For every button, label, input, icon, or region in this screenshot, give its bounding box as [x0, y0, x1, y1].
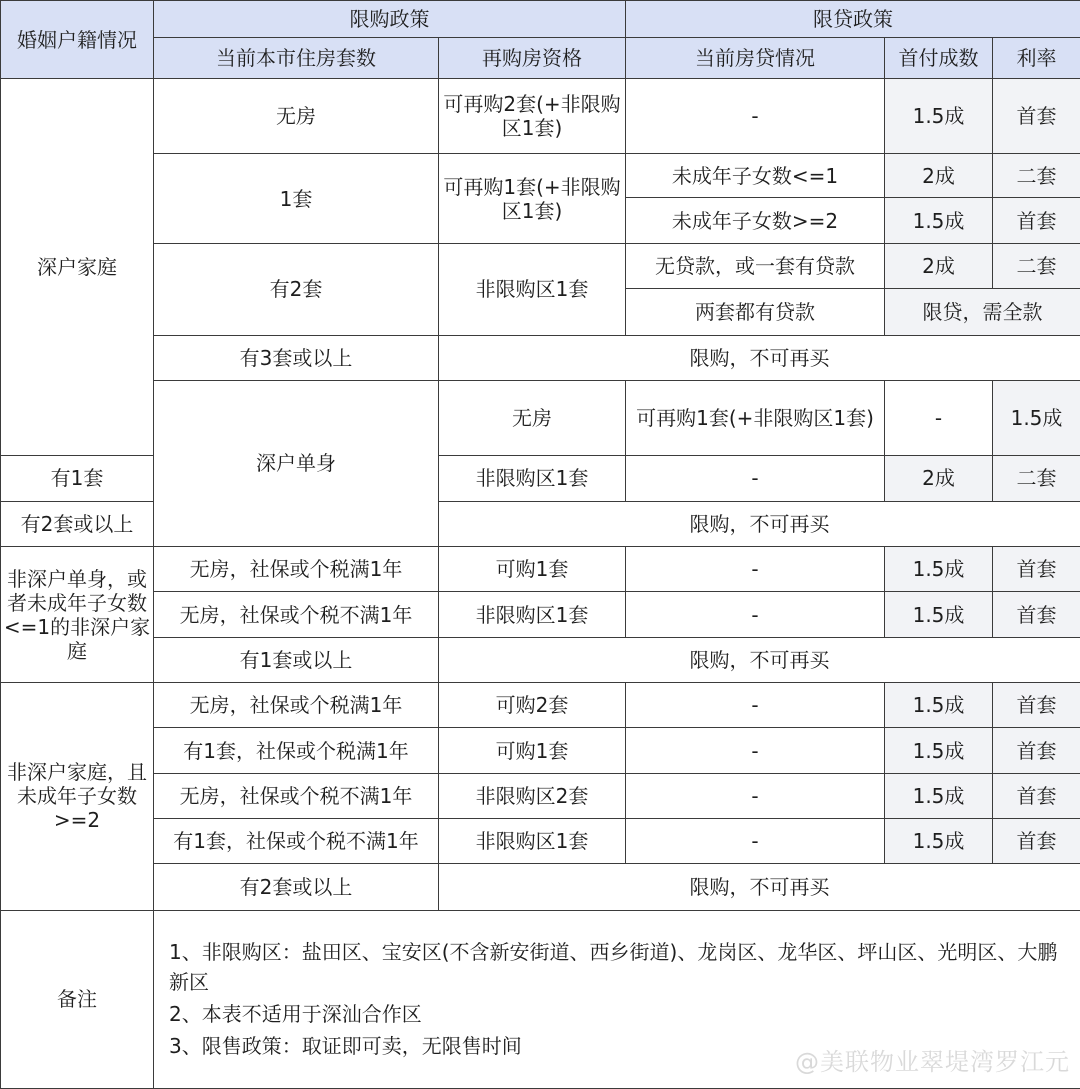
repurchase-qualification: 可再购2套(+非限购区1套)	[439, 79, 626, 154]
table-row	[1, 683, 1080, 728]
interest-rate: 首套	[993, 683, 1080, 728]
interest-rate: 首套	[993, 198, 1080, 244]
table-row	[1, 244, 1080, 289]
interest-rate: 首套	[993, 546, 1080, 591]
header-marital-status: 婚姻户籍情况	[1, 1, 154, 79]
housing-count: 有3套或以上	[154, 335, 439, 380]
down-payment: 1.5成	[885, 198, 993, 244]
down-payment: 2成	[885, 244, 993, 289]
loan-status: -	[626, 683, 885, 728]
loan-status: -	[626, 728, 885, 774]
interest-rate: 首套	[993, 79, 1080, 154]
group-sz-single: 深户单身	[154, 380, 439, 546]
down-payment: 1.5成	[885, 546, 993, 591]
table-row	[1, 774, 1080, 819]
purchase-restriction: 限购，不可再买	[439, 501, 1080, 546]
housing-count: 无房	[154, 79, 439, 154]
housing-count: 1套	[154, 154, 439, 244]
group-nonsz-single: 非深户单身，或者未成年子女数<=1的非深户家庭	[1, 546, 154, 682]
down-payment: 1.5成	[885, 683, 993, 728]
interest-rate: 二套	[993, 154, 1080, 198]
group-nonsz-family: 非深户家庭，且未成年子女数>=2	[1, 683, 154, 910]
repurchase-qualification: 可购1套	[439, 546, 626, 591]
table-row	[1, 546, 1080, 591]
header-down-payment: 首付成数	[885, 38, 993, 79]
table-row	[1, 864, 1080, 910]
repurchase-qualification: 非限购区1套	[439, 244, 626, 335]
loan-status: 无贷款，或一套有贷款	[626, 244, 885, 289]
down-payment: 1.5成	[885, 728, 993, 774]
interest-rate: 二套	[993, 244, 1080, 289]
loan-status: 未成年子女数>=2	[626, 198, 885, 244]
interest-rate: 首套	[993, 728, 1080, 774]
housing-count: 无房，社保或个税不满1年	[154, 774, 439, 819]
repurchase-qualification: 可再购1套(+非限购区1套)	[626, 380, 885, 455]
repurchase-qualification: 非限购区1套	[439, 819, 626, 864]
repurchase-qualification: 可再购1套(+非限购区1套)	[439, 154, 626, 244]
watermark: @美联物业翠堤湾罗江元	[795, 1048, 1070, 1076]
housing-count: 有2套或以上	[1, 501, 154, 546]
loan-status: -	[626, 592, 885, 638]
housing-count: 无房，社保或个税满1年	[154, 683, 439, 728]
loan-status: -	[626, 774, 885, 819]
table-row	[1, 638, 1080, 683]
down-payment: 1.5成	[885, 819, 993, 864]
note-item: 2、本表不适用于深汕合作区	[169, 1002, 422, 1027]
down-payment: 1.5成	[993, 380, 1080, 455]
header-rate: 利率	[993, 38, 1080, 79]
housing-count: 有1套或以上	[154, 638, 439, 683]
table-row	[1, 335, 1080, 380]
housing-count: 无房，社保或个税不满1年	[154, 592, 439, 638]
purchase-restriction: 限购，不可再买	[439, 864, 1080, 910]
loan-status: 两套都有贷款	[626, 289, 885, 335]
note-item: 3、限售政策：取证即可卖，无限售时间	[169, 1034, 522, 1059]
housing-count: 有1套，社保或个税满1年	[154, 728, 439, 774]
header-current-housing: 当前本市住房套数	[154, 38, 439, 79]
down-payment: 2成	[885, 154, 993, 198]
repurchase-qualification: 可购2套	[439, 683, 626, 728]
housing-count: 有1套	[1, 455, 154, 501]
interest-rate: 首套	[993, 592, 1080, 638]
housing-count: 有1套，社保或个税不满1年	[154, 819, 439, 864]
loan-status: -	[626, 819, 885, 864]
table-row	[1, 154, 1080, 198]
down-payment: 1.5成	[885, 592, 993, 638]
purchase-restriction: 限购，不可再买	[439, 638, 1080, 683]
housing-count: 无房，社保或个税满1年	[154, 546, 439, 591]
table-row	[1, 79, 1080, 154]
repurchase-qualification: 可购1套	[439, 728, 626, 774]
header-current-loan: 当前房贷情况	[626, 38, 885, 79]
table-row	[1, 592, 1080, 638]
interest-rate: 二套	[993, 455, 1080, 501]
header-purchase-policy: 限购政策	[154, 1, 626, 38]
housing-count: 无房	[439, 380, 626, 455]
loan-status: -	[626, 79, 885, 154]
repurchase-qualification: 非限购区1套	[439, 592, 626, 638]
table-row	[1, 728, 1080, 774]
interest-rate: 首套	[993, 774, 1080, 819]
notes-label: 备注	[1, 910, 154, 1088]
table-row	[1, 819, 1080, 864]
down-payment: 2成	[885, 455, 993, 501]
header-loan-policy: 限贷政策	[626, 1, 1080, 38]
housing-count: 有2套或以上	[154, 864, 439, 910]
table-row	[1, 380, 1080, 455]
loan-status: 未成年子女数<=1	[626, 154, 885, 198]
down-payment: 1.5成	[885, 79, 993, 154]
header-repurchase: 再购房资格	[439, 38, 626, 79]
interest-rate: 首套	[993, 819, 1080, 864]
purchase-restriction: 限购，不可再买	[439, 335, 1080, 380]
loan-status: -	[626, 455, 885, 501]
down-payment: 1.5成	[885, 774, 993, 819]
note-item: 1、非限购区：盐田区、宝安区(不含新安街道、西乡街道)、龙岗区、龙华区、坪山区、光明区、大鹏新区	[169, 940, 1058, 995]
loan-status: -	[885, 380, 993, 455]
loan-status: -	[626, 546, 885, 591]
housing-count: 有2套	[154, 244, 439, 335]
loan-restriction: 限贷，需全款	[885, 289, 1080, 335]
repurchase-qualification: 非限购区2套	[439, 774, 626, 819]
group-sz-family: 深户家庭	[1, 79, 154, 456]
repurchase-qualification: 非限购区1套	[439, 455, 626, 501]
